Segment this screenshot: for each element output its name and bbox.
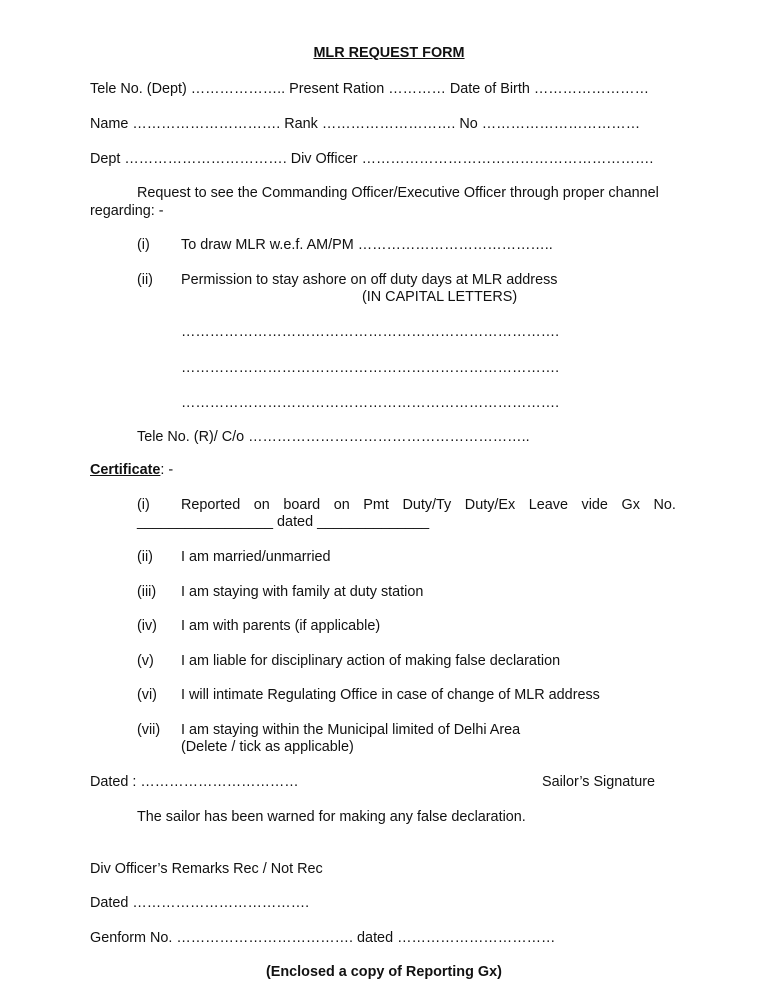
word: Reported <box>181 497 241 513</box>
certificate-heading-suffix: : - <box>160 462 174 478</box>
certificate-item-text: I am with parents (if applicable) <box>181 618 381 634</box>
capital-letters-note: (IN CAPITAL LETTERS) <box>362 289 518 305</box>
div-officer-remarks: Div Officer’s Remarks Rec / Not Rec <box>90 861 323 877</box>
request-line-1: Request to see the Commanding Officer/Executive Officer through proper channel <box>137 185 659 201</box>
footer-note: (Enclosed a copy of Reporting Gx) <box>266 964 502 980</box>
certificate-item-number: (iv) <box>137 618 157 634</box>
request-item-text: Permission to stay ashore on off duty days at MLR address <box>181 272 558 288</box>
tele-residence-line: Tele No. (R)/ C/o ………………………………………………….. <box>137 429 530 445</box>
header-line-tele-ration-dob: Tele No. (Dept) ……………….. Present Ration ………… Date of Birth …………………… <box>90 81 649 97</box>
gx-number-dated-blanks: _________________ dated ______________ <box>137 514 430 530</box>
word: Leave <box>528 497 568 513</box>
request-item-number: (i) <box>137 237 150 253</box>
word: on <box>253 497 270 513</box>
word: Pmt <box>363 497 389 513</box>
certificate-item-number: (v) <box>137 653 154 669</box>
remarks-dated-line: Dated ………………………………. <box>90 895 310 911</box>
request-item-text: To draw MLR w.e.f. AM/PM ………………………………….. <box>181 237 553 253</box>
sailor-signature-label: Sailor’s Signature <box>542 774 656 790</box>
certificate-heading <box>90 462 173 479</box>
certificate-item-text: I am staying with family at duty station <box>181 584 424 600</box>
genform-line: Genform No. ………………………………. dated …………………………… <box>90 930 556 946</box>
certificate-item-number: (vi) <box>137 687 157 703</box>
word: vide <box>581 497 608 513</box>
request-item-number: (ii) <box>137 272 153 288</box>
word: No. <box>653 497 676 513</box>
header-line-name-rank-no: Name …………………………. Rank ………………………. No …………………………… <box>90 116 641 132</box>
certificate-item-number: (ii) <box>137 549 153 565</box>
certificate-item-number: (i) <box>137 497 150 513</box>
address-line: ……………………………………………………………………. <box>181 324 560 340</box>
word: Gx <box>621 497 640 513</box>
certificate-item-number: (iii) <box>137 584 157 600</box>
word: on <box>333 497 350 513</box>
request-line-2: regarding: - <box>90 203 164 219</box>
word: board <box>283 497 321 513</box>
certificate-item-text: I will intimate Regulating Office in case of change of MLR address <box>181 687 600 703</box>
address-line: ……………………………………………………………………. <box>181 395 560 411</box>
warning-text: The sailor has been warned for making any false declaration. <box>137 809 526 825</box>
header-line-dept-div-officer: Dept ……………………………. Div Officer ……………………………………………………. <box>90 151 654 167</box>
certificate-heading-text: Certificate <box>90 462 161 478</box>
word: Duty/Ex <box>464 497 516 513</box>
certificate-item-text: I am staying within the Municipal limited of Delhi Area <box>181 722 521 738</box>
dated-line: Dated : …………………………… <box>90 774 299 790</box>
word: Duty/Ty <box>402 497 452 513</box>
form-title: MLR REQUEST FORM <box>313 45 465 61</box>
certificate-item-reported-justified <box>181 497 676 514</box>
certificate-item-number: (vii) <box>137 722 161 738</box>
address-line: ……………………………………………………………………. <box>181 360 560 376</box>
delete-tick-note: (Delete / tick as applicable) <box>181 739 354 755</box>
certificate-item-text: I am liable for disciplinary action of making false declaration <box>181 653 561 669</box>
certificate-item-text: I am married/unmarried <box>181 549 331 565</box>
